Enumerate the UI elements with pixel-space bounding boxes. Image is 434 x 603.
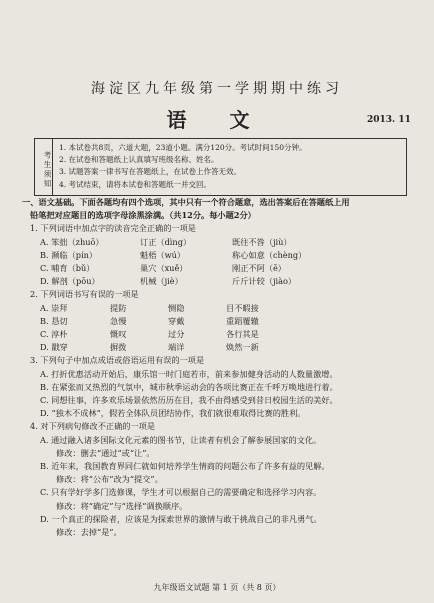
question-content [22,196,418,539]
q3-option-d: D. “独木不成林”，假若全体队员团结协作，我们就很难取得比赛的胜利。 [40,408,306,419]
q1-b-3: 称心如意（chèng） [232,249,307,260]
q1-option-c [22,262,418,275]
page-footer: 九年级语文试题 第 1 页（共 8 页） [153,583,281,592]
q2-a-1: A. 崇拜 [40,302,68,313]
q1-c-1: C. 哺育（bǔ） [40,263,95,274]
q4-fix-c: 修改：将“确定”与“选择”调换顺序。 [56,500,188,511]
q4-option-a: A. 通过融入诸多国际文化元素的图书节，让读者有机会了解参展国家的文化。 [40,434,322,445]
q1-d-3: 斤斤计较（jiào） [232,276,297,287]
q4-fix-d: 修改：去掉“是”。 [56,527,122,538]
section-title-cont: 铅笔把对应题目的选项字母涂黑涂满。（共12分。每小题2分） [30,210,256,221]
q4-option-d: D. 一个真正的探险者，应该是为探索世界的激情与敢于挑战自己的非凡勇气。 [40,513,322,524]
q2-b-2: 急慢 [110,315,127,326]
notice-lines [53,139,406,195]
question-1-stem: 1. 下列词语中加点字的读音完全正确的一项是 [30,223,196,234]
q2-c-2: 慨叹 [110,329,127,340]
q2-b-3: 穿戴 [168,315,185,326]
candidate-notice-box [34,138,407,196]
q1-b-1: B. 濒临（pín） [40,249,98,260]
q2-a-3: 恻隐 [168,302,185,313]
notice-line: 4. 考试结束，请将本试卷和答题纸一并交回。 [59,179,212,189]
q1-option-d [22,275,418,288]
q2-option-d [22,341,418,354]
q2-a-4: 目不暇接 [226,302,259,313]
question-4-stem: 4. 对下列病句修改不正确的一项是 [30,421,156,432]
exam-date: 2013. 11 [367,115,411,125]
q2-option-b [22,315,418,328]
q2-b-1: B. 恳切 [40,315,68,326]
notice-line: 1. 本试卷共8页，六道大题，23道小题。满分120分。考试时间150分钟。 [59,143,307,152]
q2-option-c [22,328,418,341]
subject-title: 语 文 [166,108,268,132]
q2-c-3: 过分 [168,329,185,340]
notice-line: 3. 试题答案一律书写在答题纸上，在试卷上作答无效。 [59,167,242,177]
question-3-stem: 3. 下列句子中加点成语或俗语运用有误的一项是 [30,355,205,366]
q2-d-4: 焕然一新 [226,342,259,353]
q2-d-3: 端详 [168,342,185,353]
q2-d-2: 摒拨 [110,342,127,353]
q1-a-2: 订正（dìng） [140,236,192,247]
q4-option-b: B. 近年来，我国教育界同仁就如何培养学生情商的问题公布了许多有益的见解。 [40,461,330,472]
notice-line: 2. 在试卷和答题纸上认真填写班级名称、姓名。 [59,155,219,165]
q1-a-1: A. 笨拙（zhuō） [40,236,104,247]
q4-fix-a: 修改：删去“通过”或“让”。 [56,447,155,458]
notice-label: 考生须知 [35,139,53,195]
exam-title: 海淀区九年级第一学期期中练习 [91,81,343,97]
q4-fix-b: 修改：将“公布”改为“提交”。 [56,474,163,485]
q1-c-3: 刚正不阿（ē） [232,263,286,274]
q3-option-b: B. 在紧张而又热烈的气氛中，城市秋季运动会的各项比赛正在千呼万唤地进行着。 [40,381,338,392]
q1-c-2: 巢穴（xuě） [140,263,188,274]
q3-option-c: C. 同想往事，许多欢乐场景依然历历在目，我不由得感受到昔日校园生活的美好。 [40,395,338,406]
q2-d-1: D. 戳穿 [40,342,68,353]
q2-c-4: 各行其是 [226,329,259,340]
q3-option-a: A. 打折优惠活动开始后，康乐馆一时门庭若市，前来参加健身活动的人数量激增。 [40,368,338,379]
q4-option-c: C. 只有学好学多门选修课，学生才可以根据自己的需要确定和选择学习内容。 [40,487,322,498]
q1-a-3: 既往不咎（jiù） [232,236,292,247]
q1-b-2: 魁梧（wú） [140,249,186,260]
section-title: 一、语文基础。下面各题均有四个选项，其中只有一个符合题意，选出答案后在答题纸上用 [22,197,350,207]
question-2-stem: 2. 下列词语书写有误的一项是 [30,289,139,300]
q1-d-2: 机械（jiè） [140,276,183,287]
q2-c-1: C. 淳朴 [40,329,68,340]
q1-option-a [22,236,418,249]
q1-d-1: D. 解剖（pōu） [40,276,100,287]
q2-option-a [22,302,418,315]
q2-a-2: 提防 [110,302,127,313]
q1-option-b [22,249,418,262]
q2-b-4: 重蹈覆辙 [226,315,259,326]
